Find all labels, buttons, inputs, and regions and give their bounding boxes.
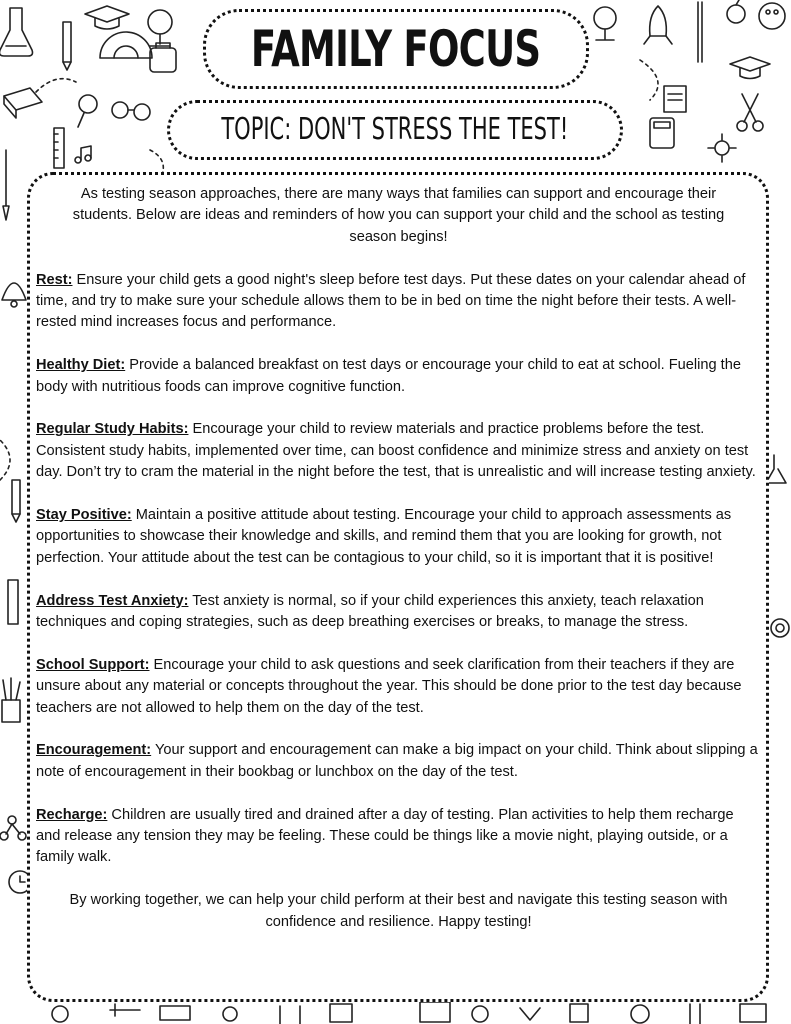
apple-icon: [727, 0, 745, 23]
backpack-icon: [150, 43, 176, 72]
section-address-test-anxiety: [36, 591, 761, 634]
molecule-icon: [0, 816, 26, 840]
section-text: Your support and encouragement can make a big impact on your child. Think about slipping a note of encouragement in their bookbag or lunchbox on the day of the test.: [36, 742, 758, 780]
section-rest: [36, 270, 761, 334]
palette-icon: [759, 3, 785, 29]
graduation-cap-icon: [730, 57, 770, 79]
section-healthy-diet: [36, 355, 761, 398]
section-heading: Regular Study Habits:: [36, 421, 189, 438]
ruler-icon: [54, 128, 64, 168]
closing-paragraph: By working together, we can help your child perform at their best and navigate this testing season with confidence and resilience. Happy testing!: [69, 892, 728, 930]
pen-icon: [698, 2, 702, 62]
pencil-icon: [63, 22, 71, 70]
bottom-doodles: [52, 1002, 766, 1024]
globe-icon: [594, 7, 616, 40]
rocket-icon: [644, 6, 672, 44]
section-text: Test anxiety is normal, so if your child experiences this anxiety, teach relaxation techniques and coping strategies, such as deep breathing exercises or breaks, to manage the stress.: [36, 592, 704, 631]
section-heading: School Support:: [36, 656, 150, 673]
section-stay-positive: [36, 505, 761, 569]
section-heading: Recharge:: [36, 806, 108, 823]
flask-icon: [766, 455, 786, 483]
magnifier-icon: [78, 95, 97, 127]
section-heading: Stay Positive:: [36, 507, 132, 524]
section-heading: Encouragement:: [36, 742, 152, 759]
calculator-icon: [650, 118, 674, 148]
page-title: FAMILY FOCUS: [251, 20, 541, 78]
notebook-icon: [664, 86, 686, 112]
sun-icon: [708, 134, 736, 162]
bell-icon: [2, 283, 26, 307]
section-recharge: [36, 805, 761, 869]
section-heading: Address Test Anxiety:: [36, 592, 189, 609]
target-icon: [771, 619, 789, 637]
pencil-cup-icon: [2, 678, 20, 722]
section-text: Encourage your child to review materials and practice problems before the test. Consistent study habits, implemented over time, can boost confidence and minimize stress and anxiety on test day. Don’t try to cram the material in the night before the test, that is unrealistic and will increase testing anxiety.: [36, 421, 756, 481]
section-text: Ensure your child gets a good night's sleep before test days. Put these dates on your calendar ahead of time, and try to make sure your schedule allows them to be in bed on time the night before their tests. A well-rested mind increases focus and performance.: [36, 271, 746, 331]
topic-banner: [167, 100, 623, 160]
section-heading: Healthy Diet:: [36, 357, 126, 374]
section-heading: Rest:: [36, 271, 73, 288]
section-text: Maintain a positive attitude about testing. Encourage your child to approach assessments as opportunities to showcase their knowledge and skills, and remind them that you are looking for growth, not perfection. Your attitude about the test can be contagious to your child, so it is important that it is positive!: [36, 507, 732, 566]
section-encouragement: [36, 740, 761, 783]
section-text: Encourage your child to ask questions and seek clarification from their teachers if they are unsure about any material or concepts throughout the year. This should be done prior to the test day because teachers are not allowed to help them on the day of the test.: [36, 656, 742, 716]
paintbrush-icon: [3, 150, 9, 220]
section-school-support: [36, 655, 761, 719]
globe-icon: [148, 10, 172, 46]
content-panel: [27, 172, 769, 1002]
section-text: Children are usually tired and drained after a day of testing. Plan activities to help them recharge and release any tension they may be feeling. These could be things like a movie night, playing outside, or a family walk.: [36, 806, 734, 866]
graduation-cap-icon: [85, 6, 129, 29]
ruler-icon: [8, 580, 18, 624]
intro-paragraph: As testing season approaches, there are many ways that families can support and encourage their students. Below are ideas and reminders of how you can support your child and the school as testing season begins!: [72, 186, 725, 245]
glasses-icon: [112, 102, 150, 120]
pencil-icon: [12, 480, 20, 522]
protractor-icon: [100, 32, 152, 58]
section-regular-study-habits: [36, 419, 761, 483]
topic-title: TOPIC: DON'T STRESS THE TEST!: [221, 112, 569, 147]
scissors-icon: [737, 94, 763, 131]
title-banner: [203, 9, 589, 89]
flask-icon: [0, 8, 33, 56]
section-text: Provide a balanced breakfast on test days or encourage your child to eat at school. Fueling the body with nutritious foods can improve cognitive function.: [36, 357, 741, 395]
music-note-icon: [75, 146, 91, 163]
